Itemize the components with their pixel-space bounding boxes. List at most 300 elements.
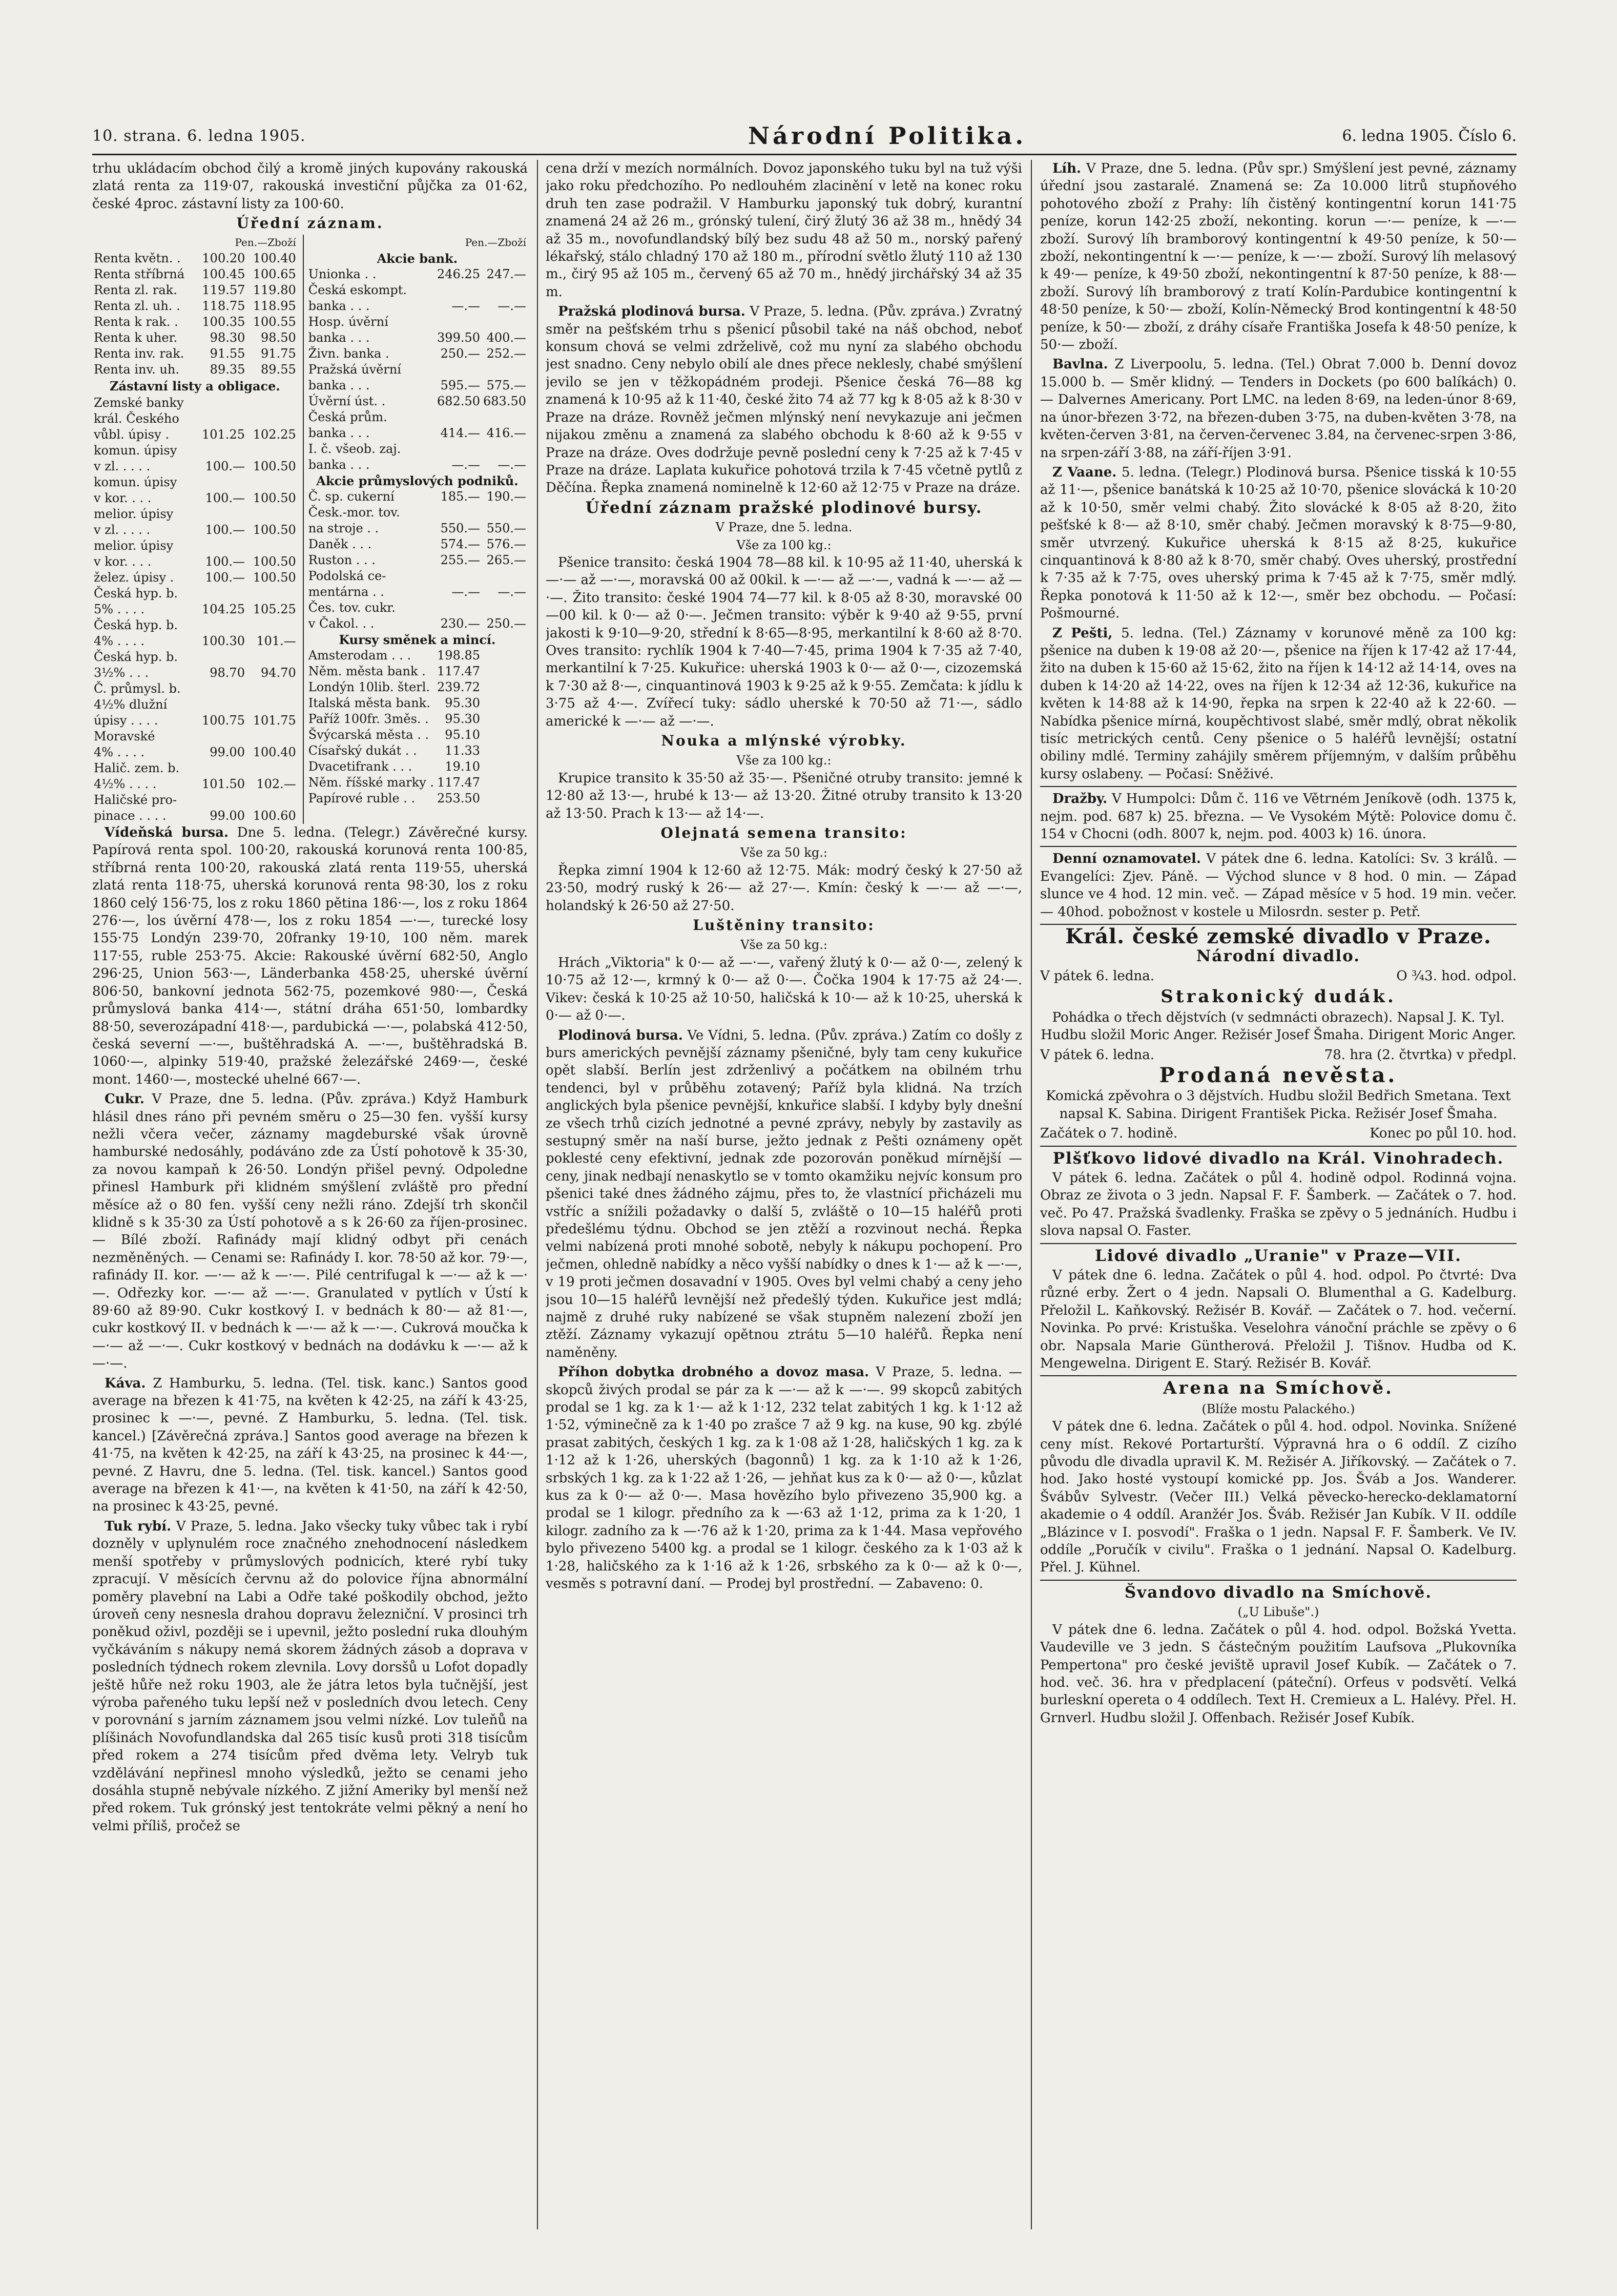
table-cell-goods: 247.— — [486, 266, 526, 281]
table-cell-goods — [482, 362, 528, 378]
table-cell-money: 99.00 — [210, 809, 245, 823]
table-row — [307, 600, 528, 616]
table-cell-name: Daněk . . . — [308, 536, 372, 551]
table-cell-money: 117.47 — [437, 775, 481, 790]
table-row — [307, 727, 528, 743]
header-rule — [92, 154, 1517, 155]
table-row — [92, 554, 298, 570]
table-cell-goods — [482, 695, 528, 711]
divider — [1040, 1580, 1517, 1581]
cotton-text: Z Liverpoolu, 5. ledna. (Tel.) Obrat 7.000 b. Denní dovoz 15.000 b. — Směr klidný. — Tenders in Dockets (po 600 balíkách) 0. — Dalvernes Americany. Port LMC. na leden 8·69, na leden-únor 8·69, na únor-březen 3·72, na březen-duben 3·75, na duben-květen 3·78, na květen-červen 3·81, na červen-červenec 3.84, na červenec-srpen 3·86, na srpen-září 3·88, na září-říjen 3·91. — [1040, 357, 1517, 461]
table-row — [307, 362, 528, 378]
table-cell-name: Č. sp. cukerní — [308, 489, 395, 504]
table-cell-name: I. č. všeob. zaj. — [308, 441, 401, 456]
table-row — [92, 697, 298, 713]
column-divider-2 — [1031, 160, 1032, 2229]
table-row — [307, 266, 528, 282]
spirits-report — [1040, 160, 1517, 354]
table-cell-name: Ruston . . . — [308, 552, 376, 567]
table-cell-money: 574.— — [440, 536, 481, 551]
table-cell-name: v Čakol. . . — [308, 616, 375, 631]
table-cell-name: v kor. . . . — [94, 554, 152, 569]
intro-text: trhu ukládacím obchod čilý a kromě jiných kupovány rakouská zlatá renta za 119·07, rakouská investiční půjčka za 01·62, české 4proc. zástavní listy za 100·60. — [92, 161, 528, 212]
svanda-theatre-text: V pátek dne 6. ledna. Začátek o půl 4. hod. odpol. Božská Yvetta. Vaudeville ve 3 jedn. S částečným použitím Laufsova „Plukovníka Pempertona" pro české jeviště upravil Josef Kubík. — Začátek o 7. hod. več. 36. hra v předplacení (páteční). Orfeus v podsvětí. Velká burleskní opereta o 4 oddílech. Text H. Cremieux a L. Halévy. Přel. H. Grnverl. Hudbu složil J. Offenbach. Režisér Josef Kubík. — [1040, 1622, 1517, 1726]
table-row — [92, 617, 298, 633]
table-cell-money: 253.50 — [437, 791, 481, 805]
table-cell-goods: 89.55 — [261, 362, 296, 377]
table-cell-goods: 101.— — [256, 634, 296, 649]
table-cell-name: Halič. zem. b. — [94, 761, 180, 776]
table-row — [307, 679, 528, 695]
table-cell-goods — [482, 775, 528, 791]
table-cell-name: 4½% . . . . — [94, 777, 157, 792]
table-cell-name: 4% . . . . — [94, 634, 145, 649]
table-cell-goods — [482, 600, 528, 616]
table-cell-name: Italská města bank. — [308, 695, 430, 710]
table-row — [307, 282, 528, 298]
table-cell-name: Česká prům. — [308, 409, 387, 424]
table-row — [92, 362, 298, 378]
show-1-desc: Pohádka o třech dějstvích (v sedmnácti obrazech). Napsal J. K. Tyl. Hudbu složil Moric Anger. Režisér Josef Šmaha. Dirigent Moric Anger. — [1041, 1009, 1516, 1043]
vinohrady-theatre-text: V pátek 6. ledna. Začátek o půl 4. hodině odpol. Rodinná vojna. Obraz ze života o 3 jedn. Napsal F. F. Šamberk. — Začátek o 7. hod. več. Po 47. Pražská švadlenky. Fraška se zpěvy o 5 jednáních. Hudbu i slova napsal O. Faster. — [1040, 1170, 1517, 1239]
table-cell-money — [195, 538, 246, 554]
table-cell-money: 100.20 — [202, 251, 245, 265]
table-cell-money: 89.35 — [210, 362, 245, 377]
prague-produce-title: Pražská plodinová bursa. — [558, 304, 745, 320]
table-row — [92, 474, 298, 490]
arena-heading: Arena na Smíchově. — [1163, 1378, 1394, 1399]
table-cell-name: Paříž 100fr. 3měs. . — [308, 711, 429, 726]
table-cell-money: 100.30 — [202, 634, 245, 649]
table-cell-goods — [482, 711, 528, 727]
table-cell-goods: 118.95 — [253, 298, 296, 313]
show-2-start: Začátek o 7. hodině. — [1040, 1126, 1178, 1142]
vaane-report — [1040, 464, 1517, 623]
table-cell-name: Dvacetifrank . . . — [308, 759, 412, 774]
masthead-title: Národní Politika. — [748, 122, 1027, 150]
table-cell-money: 19.10 — [445, 759, 481, 774]
table-row — [92, 538, 298, 554]
table-cell-money: 91.55 — [210, 346, 245, 361]
table-cell-money: 95.30 — [445, 695, 481, 710]
table-row — [92, 330, 298, 346]
table-header-cell — [92, 235, 196, 251]
quotes-right — [303, 235, 528, 824]
table-row — [92, 411, 298, 427]
table-cell-name: Česká eskompt. — [308, 282, 407, 297]
table-cell-money: 100.— — [205, 459, 245, 474]
fish-oil-report — [92, 1518, 528, 1835]
arena-sub: (Blíže mostu Palackého.) — [1201, 1401, 1355, 1416]
table-row — [92, 776, 298, 792]
auctions-title: Dražby. — [1052, 791, 1108, 807]
table-row — [92, 251, 298, 266]
table-cell-name: banka . . . — [308, 298, 370, 313]
table-cell-money: 95.10 — [445, 727, 481, 742]
table-cell-name: Česká hyp. b. — [94, 586, 178, 601]
table-cell-goods: 550.— — [486, 521, 526, 535]
table-cell-goods: 100.65 — [253, 266, 296, 281]
table-cell-money: 100.45 — [202, 266, 245, 281]
table-cell-money: 100.— — [205, 523, 245, 537]
table-cell-goods: 250.— — [486, 616, 526, 631]
table-section-heading: Akcie průmyslových podniků. — [316, 473, 519, 488]
table-cell-money — [436, 568, 482, 584]
table-cell-goods: 100.50 — [253, 554, 296, 569]
table-cell-goods: 100.50 — [253, 491, 296, 506]
table-cell-money: 682.50 — [437, 394, 481, 408]
coffee-title: Káva. — [105, 1375, 146, 1391]
show-1-info — [1040, 967, 1517, 985]
table-cell-name: Renta zl. rak. — [94, 282, 177, 297]
table-cell-money: 119.57 — [202, 282, 245, 297]
quotes-tables — [92, 235, 528, 824]
divider — [1040, 1375, 1517, 1376]
table-cell-money — [195, 681, 246, 697]
cotton-report — [1040, 356, 1517, 461]
table-cell-money: 117.47 — [437, 664, 481, 678]
table-row — [307, 616, 528, 632]
table-header-cell: Pen.—Zboží — [465, 236, 526, 249]
show-2-date: V pátek 6. ledna. — [1040, 1047, 1154, 1063]
show-1-title: Strakonický dudák. — [1160, 986, 1396, 1007]
table-row — [307, 505, 528, 521]
table-row — [92, 314, 298, 330]
table-cell-goods — [246, 649, 298, 665]
table-cell-money: —.— — [451, 298, 481, 313]
table-cell-goods: 94.70 — [261, 666, 296, 680]
table-cell-money — [436, 282, 482, 298]
table-cell-name: Renta stříbrná — [94, 266, 185, 281]
table-cell-name: 4% . . . . — [94, 745, 145, 760]
table-row — [307, 568, 528, 584]
table-cell-goods: 91.75 — [261, 346, 296, 361]
livestock-report — [546, 1363, 1022, 1592]
table-cell-goods: 100.60 — [253, 809, 296, 823]
table-cell-name: Živn. banka . — [308, 346, 389, 361]
svanda-theatre-heading: Švandovo divadlo na Smíchově. — [1124, 1583, 1433, 1602]
table-cell-money — [195, 729, 246, 744]
table-cell-goods — [246, 538, 298, 554]
show-2-subscription: 78. hra (2. čtvrtka) v předpl. — [1324, 1047, 1517, 1063]
oilseed-heading: Olejnatá semena transito: — [660, 824, 907, 842]
national-theatre-sub: Národní divadlo. — [1196, 947, 1361, 966]
table-row — [92, 346, 298, 362]
table-cell-goods: 575.— — [486, 378, 526, 392]
table-cell-name: král. Českého — [94, 411, 179, 426]
table-row — [307, 473, 528, 489]
divider — [1040, 1146, 1517, 1147]
table-row — [307, 314, 528, 330]
divider — [1040, 1243, 1517, 1244]
official-produce-text: Pšenice transito: česká 1904 78—88 kil. k 10·95 až 11·40, uherská k —·— až —·—, moravská 00 až 00kil. k —·— až —·—, vadná k —·— až —·—. Žito transito: české 1904 74—77 kil. k 8·05 až 8·30, moravské 00—00 kil. k 0·— až 0·—. Ječmen transito: výběr k 9·40 až 9·55, první jakosti k 9·10—9·20, střední k 8·65—8·95, merkantilní k 8·60 až 8·70. Oves transito: rychlík 1904 k 7·40—7·45, prima 1904 k 7·35 až 7·40, merkantilní k 7·25. Kukuřice: uherská 1903 k 0·— až 0·—, cizozemská k 7·30 až 8·—, cinquantinová 1903 k 9·25 až k 9·55. Zemčata: k jídlu k 3·75 až 4·—. Zvířecí tuky: sádlo uherské k 70·50 až 71·—, sádlo americké k —·— až —·—. — [546, 554, 1022, 729]
uranie-theatre-text: V pátek dne 6. ledna. Začátek o půl 4. hod. odpol. Po čtvrté: Dva různé erby. Žert o 4 jedn. Napsali O. Blumenthal a G. Kadelburg. Přeložil L. Kaňkovský. Režisér B. Kovář. — Začátek o 7. hod. večerní. Novinka. Po prvé: Kristuška. Veselohra vánoční práchle se zpěvy o 6 obr. Napsala Marie Güntherová. Přeložil J. Tišnov. Hudba od K. Mengewelna. Dirigent E. Starý. Režisér B. Kovář. — [1040, 1267, 1517, 1371]
table-cell-name: v zl. . . . . — [94, 523, 151, 537]
table-cell-goods: 100.50 — [253, 459, 296, 474]
table-cell-name: v kor. . . . — [94, 491, 152, 506]
table-cell-name: Něm. říšské marky . — [308, 775, 434, 790]
table-cell-name: 3½% . . . — [94, 666, 149, 680]
table-cell-goods: 576.— — [486, 536, 526, 551]
table-cell-name: Amsterodam . . . — [308, 648, 411, 663]
oilseed-sub: Vše za 50 kg.: — [740, 845, 827, 860]
table-row — [307, 425, 528, 441]
table-section-heading: Kursy směnek a mincí. — [339, 632, 496, 647]
table-row — [92, 649, 298, 665]
svanda-theatre-sub: („U Libuše".) — [1237, 1605, 1319, 1620]
table-cell-goods — [482, 505, 528, 521]
table-cell-name: Renta inv. uh. — [94, 362, 179, 377]
table-cell-name: 4½% dlužní — [94, 697, 168, 712]
table-cell-money: 98.30 — [210, 330, 245, 345]
table-cell-goods — [246, 443, 298, 459]
table-cell-name: želez. úpisy . — [94, 570, 174, 585]
column-1 — [92, 160, 528, 2235]
table-cell-goods — [246, 792, 298, 808]
table-cell-goods: 102.25 — [253, 427, 296, 442]
table-cell-name: banka . . . — [308, 330, 370, 345]
table-cell-money: 595.— — [440, 378, 481, 392]
national-theatre-heading: Král. české zemské divadlo v Praze. — [1065, 924, 1491, 949]
flour-heading: Nouka a mlýnské výrobky. — [661, 732, 907, 749]
table-cell-name: Česká hyp. b. — [94, 618, 178, 633]
table-cell-name: mentárna . . — [308, 584, 384, 599]
table-row — [92, 459, 298, 474]
table-cell-name: komun. úpisy — [94, 443, 177, 458]
table-cell-goods: —.— — [497, 457, 526, 472]
table-row — [92, 586, 298, 602]
table-row — [307, 489, 528, 505]
shares-table-header — [307, 235, 528, 251]
pest-text: 5. ledna. (Tel.) Záznamy v korunové měně za 100 kg: pšenice na duben k 19·08 až 20·—, pšenice na říjen k 17·42 až 17·44, žito na duben k 15·60 až 15·62, žito na říjen k 14·12 až 14·14, oves na duben k 14·20 až 14·22, oves na říjen k 12·34 až 12·36, kukuřice na květen k 14·88 až k 14·90, řepka na srpen k 22·40 až k 22·60. — Nabídka pšenice mírná, koupěchtivost slabé, směr mdlý, obrat několik tisíc metrických centů. Ceny pšenice o 5 haléřů levnější; ostatní obiliny mdlé. Terminy zahájily směrem příjemným, v dalším průběhu kursy oslabeny. — Počasí: Sněživé. — [1040, 625, 1517, 782]
column-2 — [546, 160, 1022, 2235]
table-row — [92, 602, 298, 617]
table-cell-goods — [482, 743, 528, 759]
table-cell-money: 550.— — [440, 521, 481, 535]
sugar-title: Cukr. — [105, 1091, 144, 1107]
table-row — [307, 791, 528, 806]
table-row — [307, 521, 528, 536]
table-cell-money: 104.25 — [202, 602, 245, 617]
table-cell-money — [436, 362, 482, 378]
table-row — [92, 395, 298, 411]
table-row — [92, 443, 298, 459]
legumes-sub: Vše za 50 kg.: — [740, 938, 827, 953]
table-cell-money — [436, 600, 482, 616]
col2-intro: cena drží v mezích normálních. Dovoz japonského tuku byl na tuž výši jako roku předchozího. Po nedlouhém zlacinění v letě na konec roku druh ten zase podražil. V Hamburku japonský tuk dobrý, kurantní znamená 24 až 26 m., grónský tulení, čirý žlutý 36 až 38 m., hnědý 34 až 35 m., novofundlandský bílý bez sudu 48 až 50 m., norský pařený lékařský, stálo chladný 170 až 180 m., přírodní světlo žlutý 110 až 130 m., čirý 95 až 105 m., červený 65 až 70 m., hnědý jirchářský 34 až 35 m. — [546, 161, 1022, 300]
table-cell-money — [195, 649, 246, 665]
table-cell-name: pinace . . . . — [94, 809, 167, 823]
table-row — [307, 775, 528, 791]
table-row — [307, 251, 528, 266]
official-produce-heading: Úřední záznam pražské plodinové bursy. — [585, 498, 983, 517]
table-section-heading: Akcie bank. — [377, 251, 458, 266]
table-cell-name: Renta zl. uh. . — [94, 298, 180, 313]
table-cell-goods: 119.80 — [253, 282, 296, 297]
table-cell-money — [436, 505, 482, 521]
table-cell-goods: —.— — [497, 584, 526, 599]
table-cell-name: Pražská úvěrní — [308, 362, 401, 377]
divider — [1040, 786, 1517, 787]
table-cell-goods: 100.55 — [253, 314, 296, 329]
table-row — [307, 552, 528, 568]
table-cell-name: Něm. města bank . — [308, 664, 426, 678]
show-2-desc: Komická zpěvohra o 3 dějstvích. Hudbu složil Bedřich Smetana. Text napsal K. Sabina. Dirigent František Picka. Režisér Josef Šmaha. — [1046, 1088, 1511, 1122]
table-cell-goods — [482, 664, 528, 679]
table-cell-money — [195, 395, 246, 411]
table-cell-money: 239.72 — [437, 679, 481, 694]
table-cell-money: 101.50 — [202, 777, 245, 792]
table-cell-money: 255.— — [440, 552, 481, 567]
table-cell-name: Čes. tov. cukr. — [308, 600, 396, 615]
table-row — [307, 394, 528, 409]
table-row — [307, 664, 528, 679]
official-produce-sub: Vše za 100 kg.: — [736, 537, 832, 552]
column-3 — [1040, 160, 1517, 2235]
table-row — [92, 744, 298, 760]
vinohrady-theatre-heading: Plšťkovo lidové divadlo na Král. Vinohradech. — [1052, 1149, 1504, 1168]
table-cell-name: 5% . . . . — [94, 602, 145, 617]
table-cell-goods: —.— — [497, 298, 526, 313]
table-cell-money: 100.— — [205, 554, 245, 569]
table-cell-goods: 252.— — [486, 346, 526, 361]
table-cell-money — [195, 760, 246, 776]
table-cell-money: 399.50 — [437, 330, 481, 345]
table-cell-name: Č. průmysl. b. — [94, 681, 181, 696]
fish-oil-text: V Praze, 5. ledna. Jako všecky tuky vůbec tak i rybí dozněly v uplynulém roce značného znehodnocení následkem menší spotřeby v průmyslových podnicích, které rybí tuky zpracují. V měsících červnu až do polovice října abnormální poměry plavební na Labi a Odře také poškodily obchod, ježto úroveň ceny nesnesla drahou dopravu železniční. V prosinci trh poněkud oživl, později se i upevnil, ježto poslední ruka dlouhým vyčkáváním s nákupy nemá skorem žádných zásob a doprava v posledních týdnech rokem zlevnila. Lovy dorsšů u Lofot dopadly ještě hůře než roku 1903, ale že játra letos byla tučnější, jest výroba pařeného tuku lepší než v posledních dvou letech. Ceny v porovnání s jarním záznamem jsou velmi nízké. Lov tuleňů na plíšinách Novofundlandska dal 265 tisíc kusů proti 318 tisícům před rokem a 274 tisícům před dvěma lety. Velryb tuk vzdělávání nepřinesl mnoho výsledků, ježto se cenami jeho dosáhla stupně nebývale nízkého. Z jižní Ameriky byl menší než před rokem. Tuk grónský jest tentokráte velmi pěkný a není ho velmi příliš, pročež se — [92, 1518, 528, 1834]
auctions-text: V Humpolci: Dům č. 116 ve Větrném Jeníkově (odh. 1375 k, nejm. pod. 687 k) 25. března. — Ve Vysokém Mýtě: Polovice domu č. 154 v Chocni (odh. 8007 k, nejm. pod. 4003 k) 16. února. — [1040, 791, 1517, 842]
table-cell-goods: 100.40 — [253, 745, 296, 760]
vaane-title: Z Vaane. — [1052, 464, 1117, 480]
table-cell-goods: 102.— — [256, 777, 296, 792]
table-cell-goods: 190.— — [486, 489, 526, 504]
table-cell-money: 100.75 — [202, 713, 245, 728]
header-left: 10. strana. 6. ledna 1905. — [92, 127, 306, 145]
table-cell-money — [195, 617, 246, 633]
table-cell-money: 100.— — [205, 491, 245, 506]
table-cell-money — [195, 792, 246, 808]
table-cell-money — [195, 474, 246, 490]
table-cell-name: Unionka . . — [308, 266, 377, 281]
table-cell-name: banka . . . — [308, 457, 370, 472]
show-1-date: V pátek 6. ledna. — [1040, 968, 1154, 984]
prague-produce-text: V Praze, 5. ledna. (Pův. zpráva.) Zvratný směr na pešťském trhu s pšenicí působil také na náš obchod, neboť konsum chová se velmi zdrželivě, což mu nyní za slabého obchodu jest snadno. Ceny nebylo obilí ale dnes přece neklesly, chabé smýšlení jevilo se jen v těžkopádném prodeji. Pšenice česká 76—88 kg znamená k 10·95 až k 11·40, české žito 74 až 77 kg k 8·05 až k 8·30 v Praze na dráze. Rovněž ječmen mlýnský není nevykazuje ani ječmen nijakou změnu a znamená za slabého obchodu k 8·60 až k 9·55 v Praze na dráze. Oves dodržuje pevně poslední ceny k 7·25 až k 7·45 v Praze na dráze. Laplata kukuřice pohotová trzila k 7·45 včetně pytlů z Děčína. Řepka znamená nominelně k 12·60 až 12·75 v Praze na dráze. — [546, 304, 1022, 496]
table-row — [307, 378, 528, 394]
table-cell-money — [195, 697, 246, 713]
table-cell-name: na stroje . . — [308, 521, 379, 535]
table-cell-goods — [482, 648, 528, 664]
table-cell-goods — [482, 759, 528, 775]
coffee-text: Z Hamburku, 5. ledna. (Tel. tisk. kanc.) Santos good average na březen k 41·75, na květen k 42·25, na září k 43·25, prosinec k —·—, pevné. Z Hamburku, 5. ledna. (Tel. tisk. kancel.) [Závěrečná zpráva.] Santos good average na březen k 41·75, na květen k 42·25, na září k 43·25, na prosinec k 44·—, pevné. Z Havru, dne 5. ledna. (Tel. tisk. kancel.) Santos good average na březen k 41·—, na květen k 41·50, na září k 42·50, na prosinec k 43·25, pevné. — [92, 1375, 528, 1515]
vienna-bourse — [92, 824, 528, 1088]
table-cell-money — [195, 411, 246, 427]
table-cell-money: 98.70 — [210, 666, 245, 680]
daily-notices — [1040, 850, 1517, 921]
rent-table — [92, 235, 298, 378]
vienna-produce — [546, 1027, 1022, 1362]
table-row — [92, 760, 298, 776]
flour-text: Krupice transito k 35·50 až 35·—. Pšeničné otruby transito: jemné k 12·80 až 13·—, hrubé k 13·— až 13·20. Žitné otruby transito k 13·20 až 13·50. Prach k 13·— až 14·—. — [546, 770, 1022, 821]
table-cell-name: v zl. . . . . — [94, 459, 151, 474]
table-cell-goods: 265.— — [486, 552, 526, 567]
table-cell-goods — [482, 409, 528, 425]
table-header-cell — [307, 235, 436, 251]
table-row — [92, 282, 298, 298]
official-record-heading: Úřední záznam. — [236, 215, 384, 232]
show-2-times — [1040, 1125, 1517, 1142]
table-cell-goods: 98.50 — [261, 330, 296, 345]
table-cell-money: 198.85 — [437, 648, 481, 663]
table-cell-goods — [246, 586, 298, 602]
flour-sub: Vše za 100 kg.: — [736, 753, 832, 768]
quotes-left — [92, 235, 298, 824]
table-row — [92, 427, 298, 443]
column-divider-1 — [537, 160, 538, 2229]
fish-oil-title: Tuk rybí. — [105, 1518, 172, 1534]
table-cell-name: Moravské — [94, 729, 155, 744]
pledge-heading: Zástavní listy a obligace. — [110, 378, 280, 394]
table-cell-name: Podolská ce- — [308, 568, 386, 583]
table-cell-goods — [246, 474, 298, 490]
table-cell-goods — [482, 441, 528, 457]
table-cell-goods: 100.50 — [253, 523, 296, 537]
daily-notices-title: Denní oznamovatel. — [1052, 851, 1201, 867]
table-row — [92, 792, 298, 808]
table-cell-money: 101.25 — [202, 427, 245, 442]
table-cell-goods — [482, 314, 528, 330]
table-cell-goods: 683.50 — [483, 394, 526, 408]
table-row — [92, 522, 298, 538]
page-header — [92, 122, 1517, 158]
table-row — [92, 681, 298, 697]
table-cell-money — [436, 441, 482, 457]
table-cell-goods — [246, 617, 298, 633]
table-header-cell: Pen.—Zboží — [235, 236, 296, 249]
official-produce-place: V Praze, dne 5. ledna. — [715, 520, 853, 535]
uranie-theatre-heading: Lidové divadlo „Uranie" v Praze—VII. — [1095, 1246, 1462, 1265]
table-cell-goods: 105.25 — [253, 602, 296, 617]
table-row — [307, 632, 528, 648]
table-row — [92, 633, 298, 649]
table-row — [92, 266, 298, 282]
table-row — [307, 409, 528, 425]
table-cell-money: 185.— — [440, 489, 481, 504]
daily-notices-text: V pátek dne 6. ledna. Katolíci: Sv. 3 králů. — Evangelíci: Zjev. Páně. — Východ slunce v 8 hod. 0 min. — Západ slunce ve 4 hod. 12 min. več. — Západ měsíce v 5 hod. 19 min. večer. — 40hod. pobožnost v kostele u Milosrdn. sester p. Petř. — [1040, 851, 1517, 920]
table-cell-goods — [246, 395, 298, 411]
table-row — [307, 711, 528, 727]
table-row — [307, 695, 528, 711]
header-right: 6. ledna 1905. Číslo 6. — [1342, 127, 1517, 145]
table-cell-name: melior. úpisy — [94, 507, 174, 522]
table-cell-name: Švýcarská města . . — [308, 727, 429, 742]
spirits-title: Líh. — [1052, 161, 1082, 176]
table-cell-money: 414.— — [440, 425, 481, 440]
table-cell-money: —.— — [451, 584, 481, 599]
table-cell-goods — [246, 506, 298, 522]
table-cell-money: 250.— — [440, 346, 481, 361]
table-cell-goods: 416.— — [486, 425, 526, 440]
sugar-text: V Praze, dne 5. ledna. (Pův. zpráva.) Když Hamburk hlásil dnes ráno při pevném směru o 25—30 fen. vyšší kursy nežli včera večer, záznamy magdeburské však úrovně hamburské nedosáhly, podáváno zde za Ústí pohotově k 35·30, za novou kampaň k 26·50. Londýn přišel pevný. Odpoledne přinesl Hamburk při klidném smýšlení zvláště pro přední měsíce až o 80 fen. vyšší ceny nežli ráno. Zdejší trh skončil klidně s k 35·30 za Ústí pohotově a s k 26·60 za říjen-prosinec. — Bílé zboží. Rafinády mají klidný odbyt při cenách nezměněných. — Cenami se: Rafinády I. kor. 78·50 až kor. 79·—, rafinády II. kor. —·— až k —·—. Pilé centrifugal k —·— až k —·—. Odřezky kor. —·— až —·—. Granulated v pytlích v Ústí k 89·60 až 89·90. Cukr kostkový I. v bednách k 80·— až 81·—, cukr kostkový II. v bednách k —·— až k —·—. Cukrová moučka k —·— až —·—. Cukr kostkový v bednách na dodávku k —·— až k —·—. — [92, 1091, 528, 1372]
vienna-produce-title: Plodinová bursa. — [558, 1027, 683, 1043]
table-cell-name: Haličské pro- — [94, 793, 177, 808]
table-cell-money — [195, 443, 246, 459]
table-cell-goods — [482, 791, 528, 806]
table-row — [307, 346, 528, 362]
table-cell-name: Hosp. úvěrní — [308, 314, 388, 329]
show-2-title: Prodaná nevěsta. — [1159, 1063, 1398, 1087]
show-2-end: Konec po půl 10. hod. — [1370, 1126, 1517, 1142]
table-cell-goods — [482, 727, 528, 743]
